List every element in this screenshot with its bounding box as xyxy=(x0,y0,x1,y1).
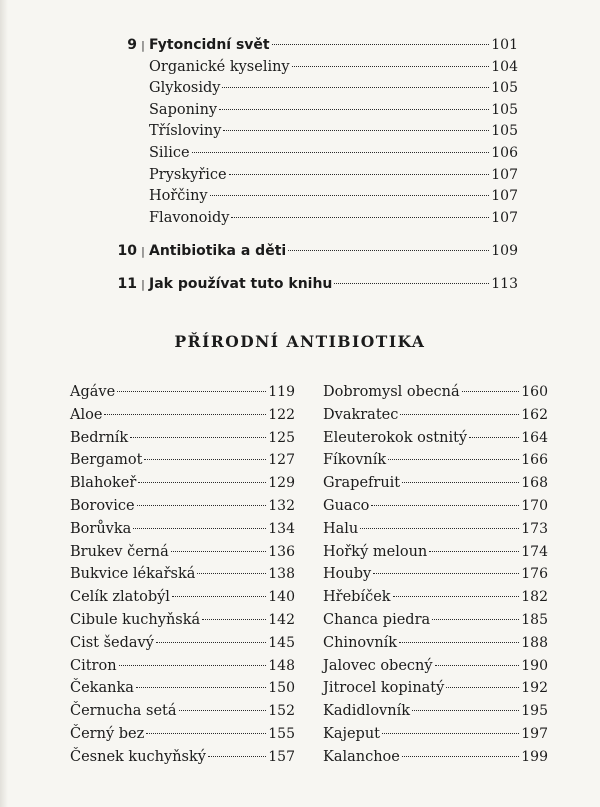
entry-name: Dvakratec xyxy=(323,406,399,423)
leader-dots xyxy=(373,573,519,574)
entry-row xyxy=(323,495,548,518)
leader-dots xyxy=(393,596,520,597)
entry-row xyxy=(70,404,295,427)
entry-page: 199 xyxy=(521,748,548,765)
leader-dots xyxy=(117,391,266,392)
entry-row xyxy=(323,609,548,632)
entry-name: Guaco xyxy=(323,497,370,514)
page-number: 113 xyxy=(491,276,518,292)
chapter-title: Fytoncidní svět xyxy=(149,37,270,53)
leader-dots xyxy=(146,733,266,734)
entry-row xyxy=(323,632,548,655)
leader-dots xyxy=(446,687,519,688)
toc-row xyxy=(113,35,518,57)
leader-dots xyxy=(432,619,519,620)
entry-name: Brukev černá xyxy=(70,543,169,560)
chapter-separator: | xyxy=(141,39,145,52)
leader-dots xyxy=(208,756,266,757)
leader-dots xyxy=(133,528,266,529)
page-number: 107 xyxy=(491,166,518,183)
entry-page: 182 xyxy=(521,589,548,606)
leader-dots xyxy=(402,482,519,483)
entry-name: Dobromysl obecná xyxy=(323,384,460,400)
entry-page: 150 xyxy=(268,680,295,697)
toc-section-row xyxy=(137,57,518,79)
leader-dots xyxy=(172,596,266,597)
toc-section-row xyxy=(137,143,518,165)
entry-page: 197 xyxy=(521,725,548,742)
entry-page: 136 xyxy=(268,543,295,560)
entry-page: 138 xyxy=(268,566,295,583)
entry-name: Cibule kuchyňská xyxy=(70,611,201,628)
leader-dots xyxy=(104,414,266,415)
leader-dots xyxy=(402,756,519,757)
entry-row xyxy=(70,746,295,769)
entry-row xyxy=(70,472,295,495)
leader-dots xyxy=(219,109,489,110)
leader-dots xyxy=(429,551,519,552)
entry-page: 122 xyxy=(268,406,295,423)
toc-section-row xyxy=(137,121,518,143)
leader-dots xyxy=(223,130,489,131)
entry-page: 190 xyxy=(521,657,548,674)
section-title: Třísloviny xyxy=(149,123,222,140)
section-heading: PŘÍRODNÍ ANTIBIOTIKA xyxy=(174,332,426,351)
entry-page: 155 xyxy=(268,725,295,742)
entry-name: Cist šedavý xyxy=(70,634,154,651)
leader-dots xyxy=(371,505,519,506)
chapter-separator: | xyxy=(141,245,145,258)
entry-name: Kalanchoe xyxy=(323,748,400,765)
entry-page: 157 xyxy=(268,748,295,765)
entry-row xyxy=(323,518,548,541)
entry-page: 170 xyxy=(521,497,548,514)
chapter-number: 10 xyxy=(117,243,137,259)
leader-dots xyxy=(412,710,519,711)
leader-dots xyxy=(360,528,519,529)
entry-row xyxy=(70,381,295,404)
leader-dots xyxy=(119,665,267,666)
toc-section-row xyxy=(137,208,518,230)
leader-dots xyxy=(400,414,519,415)
entry-row xyxy=(323,746,548,769)
toc-row xyxy=(113,241,518,263)
entry-name: Česnek kuchyňský xyxy=(70,748,206,765)
entry-name: Celík zlatobýl xyxy=(70,589,170,606)
entry-name: Bedrník xyxy=(70,429,129,446)
entry-row xyxy=(323,449,548,472)
entry-name: Bukvice lékařská xyxy=(70,566,196,583)
entry-name: Hřebíček xyxy=(323,589,391,606)
entry-row xyxy=(323,586,548,609)
entry-page: 119 xyxy=(268,384,295,400)
leader-dots xyxy=(399,642,519,643)
page-number: 101 xyxy=(491,37,518,53)
toc-chapter-9 xyxy=(113,35,518,229)
entry-page: 162 xyxy=(521,406,548,423)
entry-page: 188 xyxy=(521,634,548,651)
entry-row xyxy=(323,541,548,564)
entry-row xyxy=(70,677,295,700)
toc-section-row xyxy=(137,78,518,100)
leader-dots xyxy=(435,665,520,666)
entry-page: 125 xyxy=(268,429,295,446)
entry-name: Černucha setá xyxy=(70,703,177,720)
entry-page: 160 xyxy=(521,384,548,400)
leader-dots xyxy=(197,573,266,574)
entry-row xyxy=(323,700,548,723)
toc-row xyxy=(113,274,518,296)
page-number: 107 xyxy=(491,188,518,205)
entry-name: Kadidlovník xyxy=(323,703,410,720)
leader-dots xyxy=(171,551,267,552)
entry-name: Blahokeř xyxy=(70,475,137,492)
entry-page: 132 xyxy=(268,497,295,514)
leader-dots xyxy=(334,283,489,284)
toc-section-row xyxy=(137,100,518,122)
entry-name: Borůvka xyxy=(70,520,132,537)
entry-name: Chanca piedra xyxy=(323,611,431,628)
page-number: 105 xyxy=(491,80,518,97)
toc-section-row xyxy=(137,186,518,208)
leader-dots xyxy=(138,482,266,483)
entry-page: 134 xyxy=(268,520,295,537)
section-title: Pryskyřice xyxy=(149,166,227,183)
chapter-number: 9 xyxy=(127,37,137,53)
entry-page: 142 xyxy=(268,611,295,628)
page-number: 105 xyxy=(491,123,518,140)
scan-edge-shadow xyxy=(0,0,8,807)
leader-dots xyxy=(137,505,267,506)
entry-row xyxy=(70,449,295,472)
entry-row xyxy=(70,495,295,518)
entry-row xyxy=(70,518,295,541)
leader-dots xyxy=(144,459,266,460)
entry-name: Houby xyxy=(323,566,372,583)
entry-name: Fíkovník xyxy=(323,452,387,469)
chapter-separator: | xyxy=(141,278,145,291)
chapter-title: Jak používat tuto knihu xyxy=(149,276,333,292)
leader-dots xyxy=(469,437,519,438)
entry-row xyxy=(323,563,548,586)
entry-name: Hořký meloun xyxy=(323,543,428,560)
chapter-number: 11 xyxy=(117,276,137,292)
section-title: Flavonoidy xyxy=(149,209,230,226)
entry-name: Aloe xyxy=(70,406,103,423)
entry-name: Černý bez xyxy=(70,725,145,742)
entry-name: Agáve xyxy=(70,384,116,400)
chapter-title: Antibiotika a děti xyxy=(149,243,287,259)
entries-left-column xyxy=(70,381,295,769)
leader-dots xyxy=(192,152,490,153)
entry-row xyxy=(323,677,548,700)
entry-row xyxy=(70,655,295,678)
page-number: 107 xyxy=(491,209,518,226)
section-title: Hořčiny xyxy=(149,188,208,205)
entry-row xyxy=(70,723,295,746)
leader-dots xyxy=(382,733,519,734)
leader-dots xyxy=(156,642,266,643)
entry-name: Bergamot xyxy=(70,452,143,469)
entry-row xyxy=(323,472,548,495)
leader-dots xyxy=(462,391,520,392)
entry-row xyxy=(70,586,295,609)
section-title: Saponiny xyxy=(149,101,218,118)
leader-dots xyxy=(388,459,519,460)
page-number: 104 xyxy=(491,58,518,75)
entry-name: Borovice xyxy=(70,497,135,514)
leader-dots xyxy=(130,437,266,438)
entry-page: 185 xyxy=(521,611,548,628)
leader-dots xyxy=(288,250,489,251)
entry-name: Jitrocel kopinatý xyxy=(323,680,445,697)
entry-row xyxy=(323,723,548,746)
entry-page: 148 xyxy=(268,657,295,674)
section-title: Silice xyxy=(149,144,190,161)
entry-page: 166 xyxy=(521,452,548,469)
entry-row xyxy=(70,563,295,586)
entry-row xyxy=(70,632,295,655)
toc-chapter-11 xyxy=(113,274,518,296)
page-number: 106 xyxy=(491,144,518,161)
entry-page: 129 xyxy=(268,475,295,492)
entry-name: Citron xyxy=(70,657,117,674)
entry-page: 173 xyxy=(521,520,548,537)
entry-name: Grapefruit xyxy=(323,475,401,492)
entry-page: 176 xyxy=(521,566,548,583)
entry-row xyxy=(70,609,295,632)
entry-page: 127 xyxy=(268,452,295,469)
entry-row xyxy=(323,655,548,678)
entry-page: 152 xyxy=(268,703,295,720)
entry-row xyxy=(323,404,548,427)
entry-row xyxy=(70,700,295,723)
entries-right-column xyxy=(323,381,548,769)
entry-page: 174 xyxy=(521,543,548,560)
entry-page: 195 xyxy=(521,703,548,720)
entry-name: Kajeput xyxy=(323,725,381,742)
leader-dots xyxy=(229,174,490,175)
entry-page: 168 xyxy=(521,475,548,492)
entry-name: Jalovec obecný xyxy=(323,657,433,674)
leader-dots xyxy=(231,217,489,218)
leader-dots xyxy=(272,44,490,45)
entry-name: Eleuterokok ostnitý xyxy=(323,429,468,446)
leader-dots xyxy=(136,687,266,688)
section-title: Organické kyseliny xyxy=(149,58,290,75)
entry-name: Čekanka xyxy=(70,680,134,697)
leader-dots xyxy=(222,87,489,88)
leader-dots xyxy=(202,619,266,620)
entry-page: 192 xyxy=(521,680,548,697)
leader-dots xyxy=(179,710,267,711)
section-title: Glykosidy xyxy=(149,80,221,97)
entry-name: Chinovník xyxy=(323,634,398,651)
entry-page: 140 xyxy=(268,589,295,606)
page-number: 109 xyxy=(491,243,518,259)
entry-row xyxy=(323,381,548,404)
toc-section-row xyxy=(137,165,518,187)
leader-dots xyxy=(292,66,490,67)
toc-chapter-10 xyxy=(113,241,518,263)
entry-name: Halu xyxy=(323,520,359,537)
page-number: 105 xyxy=(491,101,518,118)
entry-page: 145 xyxy=(268,634,295,651)
entry-row xyxy=(323,427,548,450)
entry-row xyxy=(70,541,295,564)
entry-row xyxy=(70,427,295,450)
entry-page: 164 xyxy=(521,429,548,446)
leader-dots xyxy=(210,195,490,196)
